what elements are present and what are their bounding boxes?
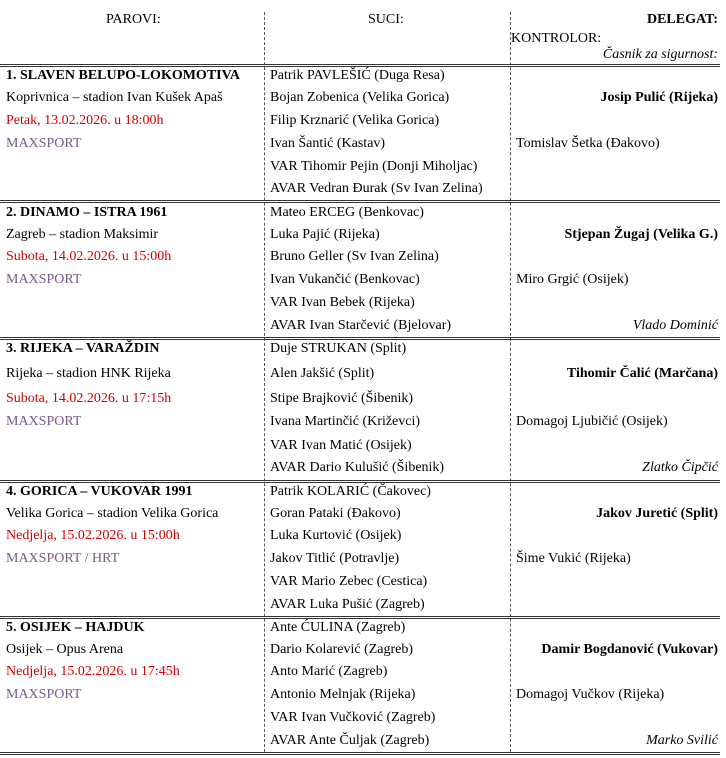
match-datetime: Subota, 14.02.2026. u 17:15h [6, 391, 172, 406]
match-datetime: Petak, 13.02.2026. u 18:00h [6, 113, 164, 128]
referee-assistant-2: Luka Kurtović (Osijek) [270, 528, 402, 543]
referee-avar: AVAR Luka Pušić (Zagreb) [270, 597, 425, 612]
casnik-name: Vlado Dominić [632, 318, 718, 333]
referee-avar: AVAR Vedran Đurak (Sv Ivan Zelina) [270, 181, 483, 196]
bottom-separator [0, 752, 720, 755]
match-separator [0, 480, 720, 483]
match-title: 4. GORICA – VUKOVAR 1991 [6, 484, 193, 499]
referee-main: Mateo ERCEG (Benkovac) [270, 205, 424, 220]
kontrolor-name: Tomislav Šetka (Đakovo) [516, 136, 660, 151]
referee-fourth: Ivana Martinčić (Križevci) [270, 414, 421, 429]
header-suci: SUCI: [368, 12, 404, 27]
referee-assistant-1: Alen Jakšić (Split) [270, 366, 375, 381]
referee-avar: AVAR Ivan Starčević (Bjelovar) [270, 318, 452, 333]
header-parovi: PAROVI: [106, 12, 161, 27]
referee-assistant-1: Dario Kolarević (Zagreb) [270, 642, 414, 657]
match-separator [0, 337, 720, 340]
header-casnik: Časnik za sigurnost: [602, 47, 718, 62]
match-tv: MAXSPORT [6, 272, 82, 287]
casnik-name: Marko Svilić [646, 733, 718, 748]
header-separator [0, 64, 720, 67]
referee-assistant-1: Goran Pataki (Đakovo) [270, 506, 401, 521]
kontrolor-name: Domagoj Vučkov (Rijeka) [516, 687, 665, 702]
match-venue: Rijeka – stadion HNK Rijeka [6, 366, 171, 381]
kontrolor-name: Šime Vukić (Rijeka) [516, 551, 631, 566]
match-venue: Koprivnica – stadion Ivan Kušek Apaš [6, 90, 223, 105]
header-delegat: DELEGAT: [646, 12, 718, 27]
match-datetime: Nedjelja, 15.02.2026. u 17:45h [6, 664, 180, 679]
referee-var: VAR Ivan Vučković (Zagreb) [270, 710, 436, 725]
match-datetime: Nedjelja, 15.02.2026. u 15:00h [6, 528, 180, 543]
referee-assistant-2: Anto Marić (Zagreb) [270, 664, 388, 679]
column-divider-suci [264, 12, 265, 752]
referee-main: Patrik KOLARIĆ (Čakovec) [270, 484, 431, 499]
match-title: 3. RIJEKA – VARAŽDIN [6, 341, 160, 356]
referee-avar: AVAR Ante Čuljak (Zagreb) [270, 733, 430, 748]
match-datetime: Subota, 14.02.2026. u 15:00h [6, 249, 172, 264]
match-title: 1. SLAVEN BELUPO-LOKOMOTIVA [6, 68, 241, 83]
referee-var: VAR Mario Zebec (Cestica) [270, 574, 428, 589]
referee-assistant-2: Filip Krznarić (Velika Gorica) [270, 113, 440, 128]
match-title: 5. OSIJEK – HAJDUK [6, 620, 145, 635]
match-separator [0, 200, 720, 203]
match-tv: MAXSPORT [6, 687, 82, 702]
referee-var: VAR Tihomir Pejin (Donji Miholjac) [270, 159, 478, 174]
referee-fourth: Ivan Šantić (Kastav) [270, 136, 386, 151]
match-separator [0, 616, 720, 619]
referee-assistant-1: Bojan Zobenica (Velika Gorica) [270, 90, 450, 105]
referee-main: Patrik PAVLEŠIĆ (Duga Resa) [270, 68, 445, 83]
kontrolor-name: Domagoj Ljubičić (Osijek) [516, 414, 668, 429]
referee-main: Duje STRUKAN (Split) [270, 341, 407, 356]
match-venue: Osijek – Opus Arena [6, 642, 124, 657]
referee-assistant-1: Luka Pajić (Rijeka) [270, 227, 380, 242]
referee-fourth: Jakov Titlić (Potravlje) [270, 551, 400, 566]
referee-var: VAR Ivan Matić (Osijek) [270, 438, 412, 453]
delegat-name: Jakov Juretić (Split) [596, 506, 718, 521]
referee-main: Ante ĆULINA (Zagreb) [270, 620, 406, 635]
referee-avar: AVAR Dario Kulušić (Šibenik) [270, 460, 445, 475]
match-tv: MAXSPORT / HRT [6, 551, 120, 566]
column-divider-delegat [510, 12, 511, 752]
referee-fourth: Antonio Melnjak (Rijeka) [270, 687, 416, 702]
delegat-name: Josip Pulić (Rijeka) [600, 90, 718, 105]
casnik-name: Zlatko Čipčić [642, 460, 718, 475]
match-venue: Zagreb – stadion Maksimir [6, 227, 159, 242]
match-tv: MAXSPORT [6, 136, 82, 151]
referee-fourth: Ivan Vukančić (Benkovac) [270, 272, 420, 287]
match-title: 2. DINAMO – ISTRA 1961 [6, 205, 168, 220]
referee-assistant-2: Stipe Brajković (Šibenik) [270, 391, 414, 406]
delegat-name: Tihomir Čalić (Marčana) [566, 366, 718, 381]
match-venue: Velika Gorica – stadion Velika Gorica [6, 506, 219, 521]
referee-assistant-2: Bruno Geller (Sv Ivan Zelina) [270, 249, 439, 264]
header-kontrolor: KONTROLOR: [511, 31, 602, 46]
delegat-name: Damir Bogdanović (Vukovar) [541, 642, 718, 657]
referee-var: VAR Ivan Bebek (Rijeka) [270, 295, 415, 310]
match-tv: MAXSPORT [6, 414, 82, 429]
kontrolor-name: Miro Grgić (Osijek) [516, 272, 629, 287]
delegat-name: Stjepan Žugaj (Velika G.) [564, 227, 718, 242]
